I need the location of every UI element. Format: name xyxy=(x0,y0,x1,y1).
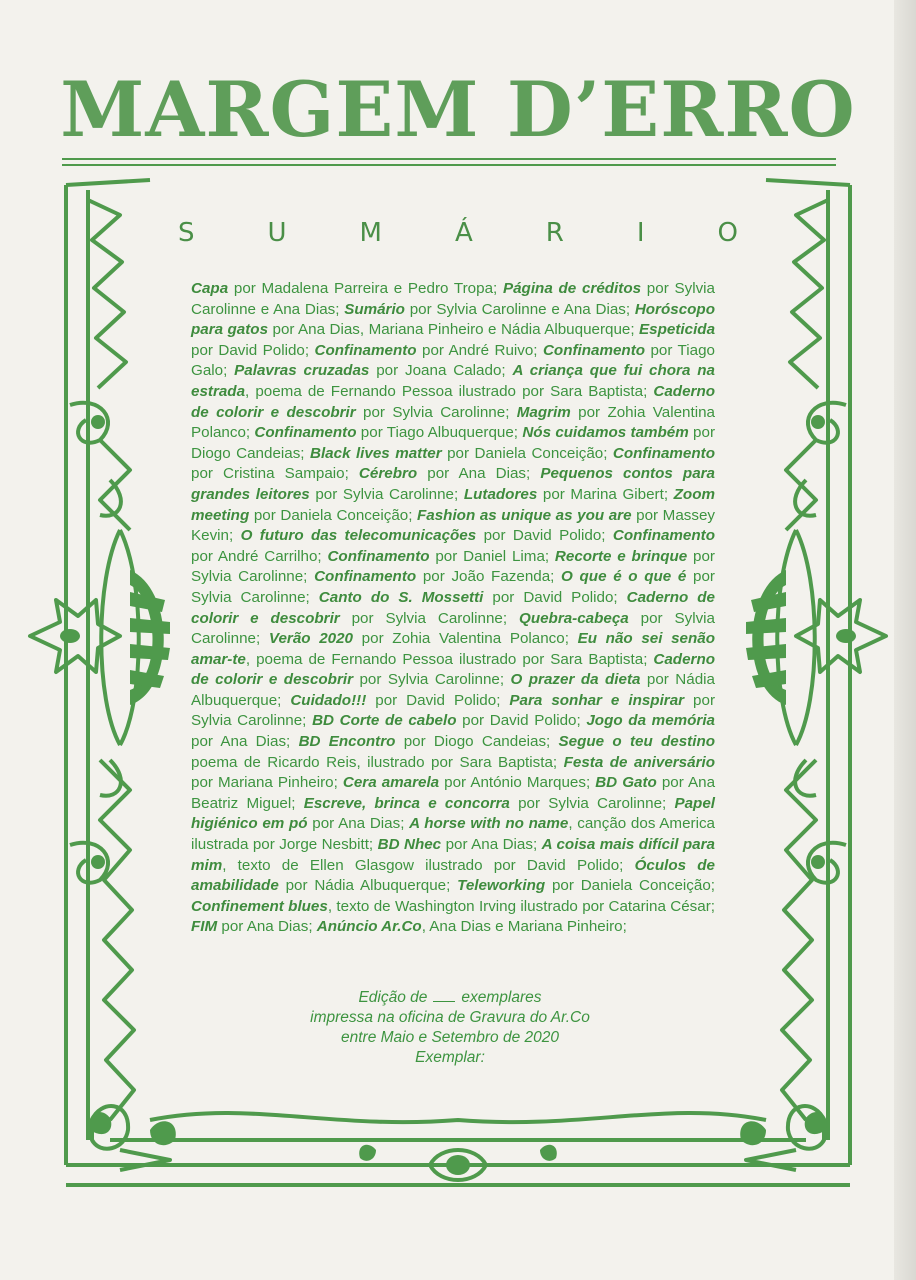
contents-entry-title: Palavras cruzadas xyxy=(234,362,370,380)
contents-entry-title: Festa de aniversário xyxy=(563,753,715,771)
summary-heading-letter: U xyxy=(267,218,287,248)
contents-entry xyxy=(317,918,627,935)
contents-entry-credit: por Tiago Albuquerque; xyxy=(356,424,523,442)
summary-heading-letter: I xyxy=(636,218,645,248)
contents-entry-title: Eu não sei senão amar-te xyxy=(191,630,716,668)
contents-entry-title: Canto do S. Mossetti xyxy=(318,588,484,606)
contents-entry-credit: por Nádia Albuquerque; xyxy=(278,877,458,895)
contents-entry-credit: por Sylvia Carolinne; xyxy=(353,671,511,689)
contents-list xyxy=(191,279,715,938)
edition-count-after: exemplares xyxy=(461,989,542,1006)
contents-entry xyxy=(191,898,715,915)
contents-entry-title: O futuro das telecomunicações xyxy=(240,527,477,545)
contents-entry-credit: por David Polido; xyxy=(456,712,587,730)
contents-entry-credit: por André Ruivo; xyxy=(416,341,543,359)
magazine-title: MARGEM D’ERRO xyxy=(60,65,856,154)
contents-entry xyxy=(378,836,542,853)
contents-entry-title: Caderno de colorir e descobrir xyxy=(191,650,715,689)
contents-entry-credit: por Zohia Valentina Polanco; xyxy=(353,630,578,648)
contents-entry-credit: , poema de Fernando Pessoa ilustrado por Sara Baptista; xyxy=(245,650,654,668)
edition-line-dates: entre Maio e Setembro de 2020 xyxy=(341,1029,559,1046)
contents-entry-title: Zoom meeting xyxy=(191,485,715,524)
contents-entry xyxy=(457,877,715,894)
contents-entry-credit: por Sylvia Carolinne e Ana Dias; xyxy=(404,300,635,318)
contents-entry-title: Confinamento xyxy=(542,341,646,359)
contents-entry-title: Página de créditos xyxy=(502,280,642,297)
summary-heading-letter: O xyxy=(717,218,738,248)
contents-entry-title: Confinamento xyxy=(314,568,417,586)
contents-entry-credit: por Zohia Valentina Polanco; xyxy=(191,403,715,442)
contents-entry-credit: por Ana Dias, Mariana Pinheiro e Nádia Albuquerque; xyxy=(268,321,640,339)
contents-entry-title: Recorte e brinque xyxy=(554,547,688,565)
contents-entry-title: Fashion as unique as you are xyxy=(417,506,632,524)
contents-entry-credit: , canção dos America ilustrada por Jorge Nesbitt; xyxy=(191,815,715,854)
contents-entry-credit: por Daniela Conceição; xyxy=(249,506,418,524)
contents-entry-credit: por Ana Dias; xyxy=(307,815,410,833)
contents-entry-title: Black lives matter xyxy=(309,444,442,462)
contents-entry xyxy=(312,712,586,729)
contents-entry-credit: por Tiago Galo; xyxy=(191,341,715,380)
edition-line-printshop: impressa na oficina de Gravura do Ar.Co xyxy=(310,1009,590,1026)
contents-entry-credit: por Sylvia Carolinne; xyxy=(191,547,715,586)
contents-entry-credit: , texto de Ellen Glasgow ilustrado por David Polido; xyxy=(222,856,635,874)
contents-entry-credit: por Nádia Albuquerque; xyxy=(191,671,715,709)
contents-entry-title: Anúncio Ar.Co xyxy=(316,918,422,936)
summary-heading-letter: S xyxy=(178,218,195,248)
contents-entry-credit: por Ana Dias; xyxy=(417,465,541,483)
contents-entry xyxy=(234,362,512,379)
contents-entry-credit: por Diogo Candeias; xyxy=(191,424,716,462)
contents-entry-title: O prazer da dieta xyxy=(510,671,641,689)
contents-entry-title: Para sonhar e inspirar xyxy=(509,691,685,709)
contents-entry-title: Jogo da memória xyxy=(586,712,715,730)
contents-entry-credit: por Sylvia Carolinne; xyxy=(509,794,675,812)
contents-entry-title: Confinamento xyxy=(612,527,715,545)
contents-entry-credit: por David Polido; xyxy=(476,527,613,545)
contents-entry-credit: , poema de Fernando Pessoa ilustrado por Sara Baptista; xyxy=(245,382,654,400)
edition-line-copy: Exemplar: xyxy=(415,1049,485,1066)
contents-entry-title: Confinement blues xyxy=(191,897,328,915)
contents-entry-credit: por Ana Dias; xyxy=(191,733,299,751)
contents-entry-title: Caderno de colorir e descobrir xyxy=(191,588,715,627)
contents-entry-title: Quebra-cabeça xyxy=(519,609,629,627)
contents-entry xyxy=(191,918,317,935)
contents-entry-title: Lutadores xyxy=(463,485,538,503)
contents-entry xyxy=(299,733,559,750)
contents-entry-title: A criança que fui chora na estrada xyxy=(191,362,715,400)
contents-entry xyxy=(254,424,522,441)
contents-entry-title: Cuidado!!! xyxy=(290,691,367,709)
contents-entry-title: Confinamento xyxy=(327,547,430,565)
contents-entry-credit: por David Polido; xyxy=(483,588,627,606)
contents-entry xyxy=(344,301,635,318)
contents-entry-credit: por Madalena Parreira e Pedro Tropa; xyxy=(228,280,503,297)
contents-entry-credit: por Ana Dias; xyxy=(441,836,542,854)
summary-heading xyxy=(178,218,738,248)
contents-entry-credit: por Mariana Pinheiro; xyxy=(191,774,343,792)
contents-entry-title: Horóscopo para gatos xyxy=(191,300,715,339)
summary-heading-letter: Á xyxy=(454,218,473,248)
summary-heading-letter: M xyxy=(359,218,382,248)
contents-entry-title: Óculos de amabilidade xyxy=(191,856,715,895)
contents-entry xyxy=(464,486,674,503)
contents-entry-title: BD Encontro xyxy=(298,733,396,751)
contents-entry-credit: por Sylvia Carolinne; xyxy=(191,568,715,606)
contents-entry xyxy=(290,692,509,709)
contents-entry-title: Espeticida xyxy=(639,321,716,339)
contents-entry-credit: , texto de Washington Irving ilustrado por Catarina César; xyxy=(327,897,715,915)
contents-entry-credit: por António Marques; xyxy=(439,774,596,792)
contents-entry-credit: , Ana Dias e Mariana Pinheiro; xyxy=(421,918,627,936)
contents-entry-credit: por Sylvia Carolinne; xyxy=(355,403,517,421)
contents-entry-credit: por Cristina Sampaio; xyxy=(191,465,359,483)
contents-entry-title: FIM xyxy=(191,918,218,936)
contents-entry-credit: por André Carrilho; xyxy=(191,547,328,565)
contents-entry-title: Confinamento xyxy=(254,424,357,442)
contents-entry xyxy=(327,548,554,565)
contents-entry-credit: por Ana Beatriz Miguel; xyxy=(191,774,716,812)
contents-entry-credit: por Joana Calado; xyxy=(369,362,513,380)
edition-count-before: Edição de xyxy=(358,989,428,1006)
contents-entry-credit: por Daniel Lima; xyxy=(429,547,555,565)
contents-entry-credit: poema de Ricardo Reis, ilustrado por Sara Baptista; xyxy=(191,753,564,771)
contents-entry-title: Segue o teu destino xyxy=(558,733,716,751)
contents-entry-title: Cérebro xyxy=(358,465,418,483)
contents-entry-credit: por Marina Gibert; xyxy=(537,485,674,503)
contents-entry-credit: por Sylvia Carolinne; xyxy=(309,485,464,503)
contents-entry-title: Sumário xyxy=(344,300,405,318)
contents-entry-title: Magrim xyxy=(516,403,571,421)
summary-heading-letter: R xyxy=(545,218,564,248)
contents-entry xyxy=(314,568,561,585)
contents-entry-title: Escreve, brinca e concorra xyxy=(303,794,510,812)
edition-count-blank xyxy=(433,1001,455,1002)
contents-entry-credit: por Sylvia Carolinne e Ana Dias; xyxy=(191,280,715,318)
contents-entry-title: Confinamento xyxy=(314,341,417,359)
contents-entry xyxy=(319,589,627,606)
contents-entry-title: O que é o que é xyxy=(561,568,687,586)
edition-line-count xyxy=(250,988,650,1008)
contents-entry-title: BD Gato xyxy=(595,774,657,792)
contents-entry-title: Verão 2020 xyxy=(268,630,354,648)
contents-entry-title: Papel higiénico em pó xyxy=(191,794,715,833)
contents-entry xyxy=(343,774,595,791)
contents-entry-title: Pequenos contos para grandes leitores xyxy=(191,465,715,503)
contents-entry-title: Cera amarela xyxy=(342,774,440,792)
contents-entry-title: BD Nhec xyxy=(377,836,442,854)
contents-entry-credit: por Daniela Conceição; xyxy=(545,877,715,895)
contents-entry xyxy=(304,795,675,812)
contents-entry-title: Nós cuidamos também xyxy=(522,424,689,442)
contents-entry-title: Teleworking xyxy=(457,877,546,895)
contents-entry-title: A coisa mais difícil para mim xyxy=(191,836,715,874)
contents-entry xyxy=(314,342,542,359)
contents-entry-credit: por David Polido; xyxy=(366,691,510,709)
contents-entry xyxy=(269,630,578,647)
contents-entry-credit: por Sylvia Carolinne; xyxy=(191,691,716,730)
contents-entry-credit: por Sylvia Carolinne; xyxy=(339,609,519,627)
contents-entry-credit: por Daniela Conceição; xyxy=(441,444,613,462)
contents-entry xyxy=(191,280,503,297)
contents-entry-title: Confinamento xyxy=(612,444,715,462)
contents-entry-credit: por Diogo Candeias; xyxy=(395,733,559,751)
contents-entry xyxy=(241,527,613,544)
edition-note xyxy=(250,988,650,1068)
contents-entry-credit: por Ana Dias; xyxy=(217,918,317,936)
contents-entry-credit: por David Polido; xyxy=(191,341,315,359)
contents-entry-credit: por Massey Kevin; xyxy=(191,506,715,545)
contents-entry xyxy=(310,445,613,462)
contents-entry-title: Caderno de colorir e descobrir xyxy=(191,382,715,421)
contents-entry-credit: por João Fazenda; xyxy=(416,568,562,586)
contents-entry-title: BD Corte de cabelo xyxy=(312,712,457,730)
contents-entry-credit: por Sylvia Carolinne; xyxy=(191,609,716,648)
contents-entry-title: A horse with no name xyxy=(409,815,569,833)
contents-entry-title: Capa xyxy=(191,280,229,297)
contents-entry xyxy=(359,465,540,482)
